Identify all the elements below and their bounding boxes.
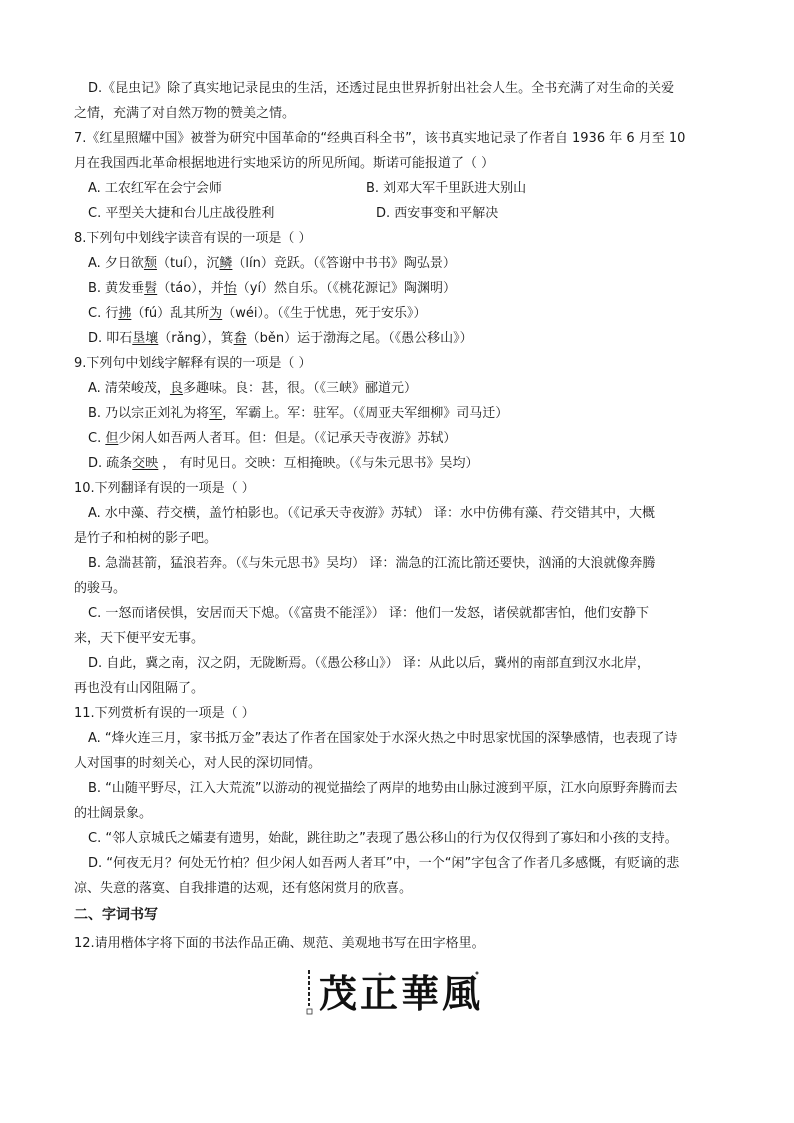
q11-option-d-line2: 凉、失意的落寞、自我排遣的达观，还有悠闲赏月的欣喜。: [74, 881, 413, 896]
q6-option-d-line1: D.《昆虫记》除了真实地记录昆虫的生活，还透过昆虫世界折射出社会人生。全书充满了对生命的关爱: [88, 81, 675, 96]
q7-option-b: B. 刘邓大军千里跃进大别山: [366, 181, 527, 196]
q9-option-a: A. 清荣峻茂，良多趣味。良：甚，很。（《三峡》郦道元）: [88, 381, 417, 396]
q10-option-d-line2: 再也没有山冈阻隔了。: [74, 681, 205, 696]
q9-option-c: C. 但少闲人如吾两人者耳。但：但是。（《记承天寺夜游》苏轼）: [88, 431, 457, 446]
q11-option-c-line1: C. “邻人京城氏之孀妻有遗男，始龀，跳往助之”表现了愚公移山的行为仅仅得到了寡妇和小孩的支持。: [88, 831, 678, 846]
q10-option-a-line1: A. 水中藻、荇交横，盖竹柏影也。（《记承天寺夜游》苏轼） 译：水中仿佛有藻、荇交错其中，大概: [88, 506, 656, 521]
q11-option-a-line2: 人对国事的时刻关心，对人民的深切同情。: [74, 756, 322, 771]
q10-option-c-line1: C. 一怒而诸侯惧，安居而天下熄。（《富贵不能淫》） 译：他们一发怒，诸侯就都害怕，他们安静下: [88, 606, 649, 621]
calligraphy-artwork: [305, 968, 485, 1016]
q10-option-a-line2: 是竹子和柏树的影子吧。: [74, 531, 218, 546]
q9-stem: 9.下列句中划线字解释有误的一项是（ ）: [74, 356, 312, 371]
q6-option-d-line2: 之情，充满了对自然万物的赞美之情。: [74, 106, 296, 121]
q8-option-d: D. 叩石垦壤（rǎng），箕畚（běn）运于渤海之尾。（《愚公移山》）: [88, 331, 473, 346]
q7-options-row2: [74, 201, 722, 226]
q11-stem: 11.下列赏析有误的一项是（ ）: [74, 706, 255, 721]
q8-option-c: C. 行拂（fú）乱其所为（wéi）。（《生于忧患，死于安乐》）: [88, 306, 427, 321]
q7-option-c: C. 平型关大捷和台儿庄战役胜利: [88, 206, 275, 221]
q10-option-b-line2: 的骏马。: [74, 581, 127, 596]
q11-option-a-line1: A. “烽火连三月，家书抵万金”表达了作者在国家处于水深火热之中时思家忧国的深挚感情，也表现了诗: [88, 731, 678, 746]
q8-option-b: B. 黄发垂髫（táo），并怡（yí）然自乐。（《桃花源记》陶渊明）: [88, 281, 457, 296]
q9-option-d: D. 疏条交映 ， 有时见日。交映：互相掩映。（《与朱元思书》吴均）: [88, 456, 479, 471]
q8-option-a: A. 夕日欲颓（tuí），沉鳞（lín）竞跃。（《答谢中书书》陶弘景）: [88, 256, 456, 271]
calligraphy-text: 茂正華風: [319, 971, 484, 1016]
q10-option-d-line1: D. 自此，冀之南，汉之阴，无陇断焉。（《愚公移山》） 译：从此以后，冀州的南部直到汉水北岸，: [88, 656, 650, 671]
exam-content: [74, 76, 722, 959]
q10-option-b-line1: B. 急湍甚箭，猛浪若奔。（《与朱元思书》吴均） 译：湍急的江流比箭还要快，汹涌的大浪就像奔腾: [88, 556, 656, 571]
q9-option-b: B. 乃以宗正刘礼为将军，军霸上。军：驻军。（《周亚夫军细柳》司马迁）: [88, 406, 509, 421]
q7-options-row1: [74, 176, 722, 201]
q12-stem: 12.请用楷体字将下面的书法作品正确、规范、美观地书写在田字格里。: [74, 936, 485, 951]
q7-stem-line2: 月在我国西北革命根据地进行实地采访的所见所闻。斯诺可能报道了（ ）: [74, 156, 495, 171]
q7-option-d: D. 西安事变和平解决: [376, 206, 499, 221]
q10-option-c-line2: 来，天下便平安无事。: [74, 631, 205, 646]
q7-stem-line1: 7.《红星照耀中国》被誉为研究中国革命的“经典百科全书”，该书真实地记录了作者自 1936 年 6 月至 10: [74, 131, 686, 146]
q11-option-d-line1: D. “何夜无月？何处无竹柏？但少闲人如吾两人者耳”中，一个“闲”字包含了作者几多感慨，有贬谪的悲: [88, 856, 680, 871]
q11-option-b-line2: 的壮阔景象。: [74, 806, 153, 821]
q8-stem: 8.下列句中划线字读音有误的一项是（ ）: [74, 231, 312, 246]
section-title: 二、字词书写: [74, 907, 158, 923]
q10-stem: 10.下列翻译有误的一项是（ ）: [74, 481, 255, 496]
q7-option-a: A. 工农红军在会宁会师: [88, 181, 222, 196]
q11-option-b-line1: B. “山随平野尽，江入大荒流”以游动的视觉描绘了两岸的地势由山脉过渡到平原，江水向原野奔腾而去: [88, 781, 678, 796]
